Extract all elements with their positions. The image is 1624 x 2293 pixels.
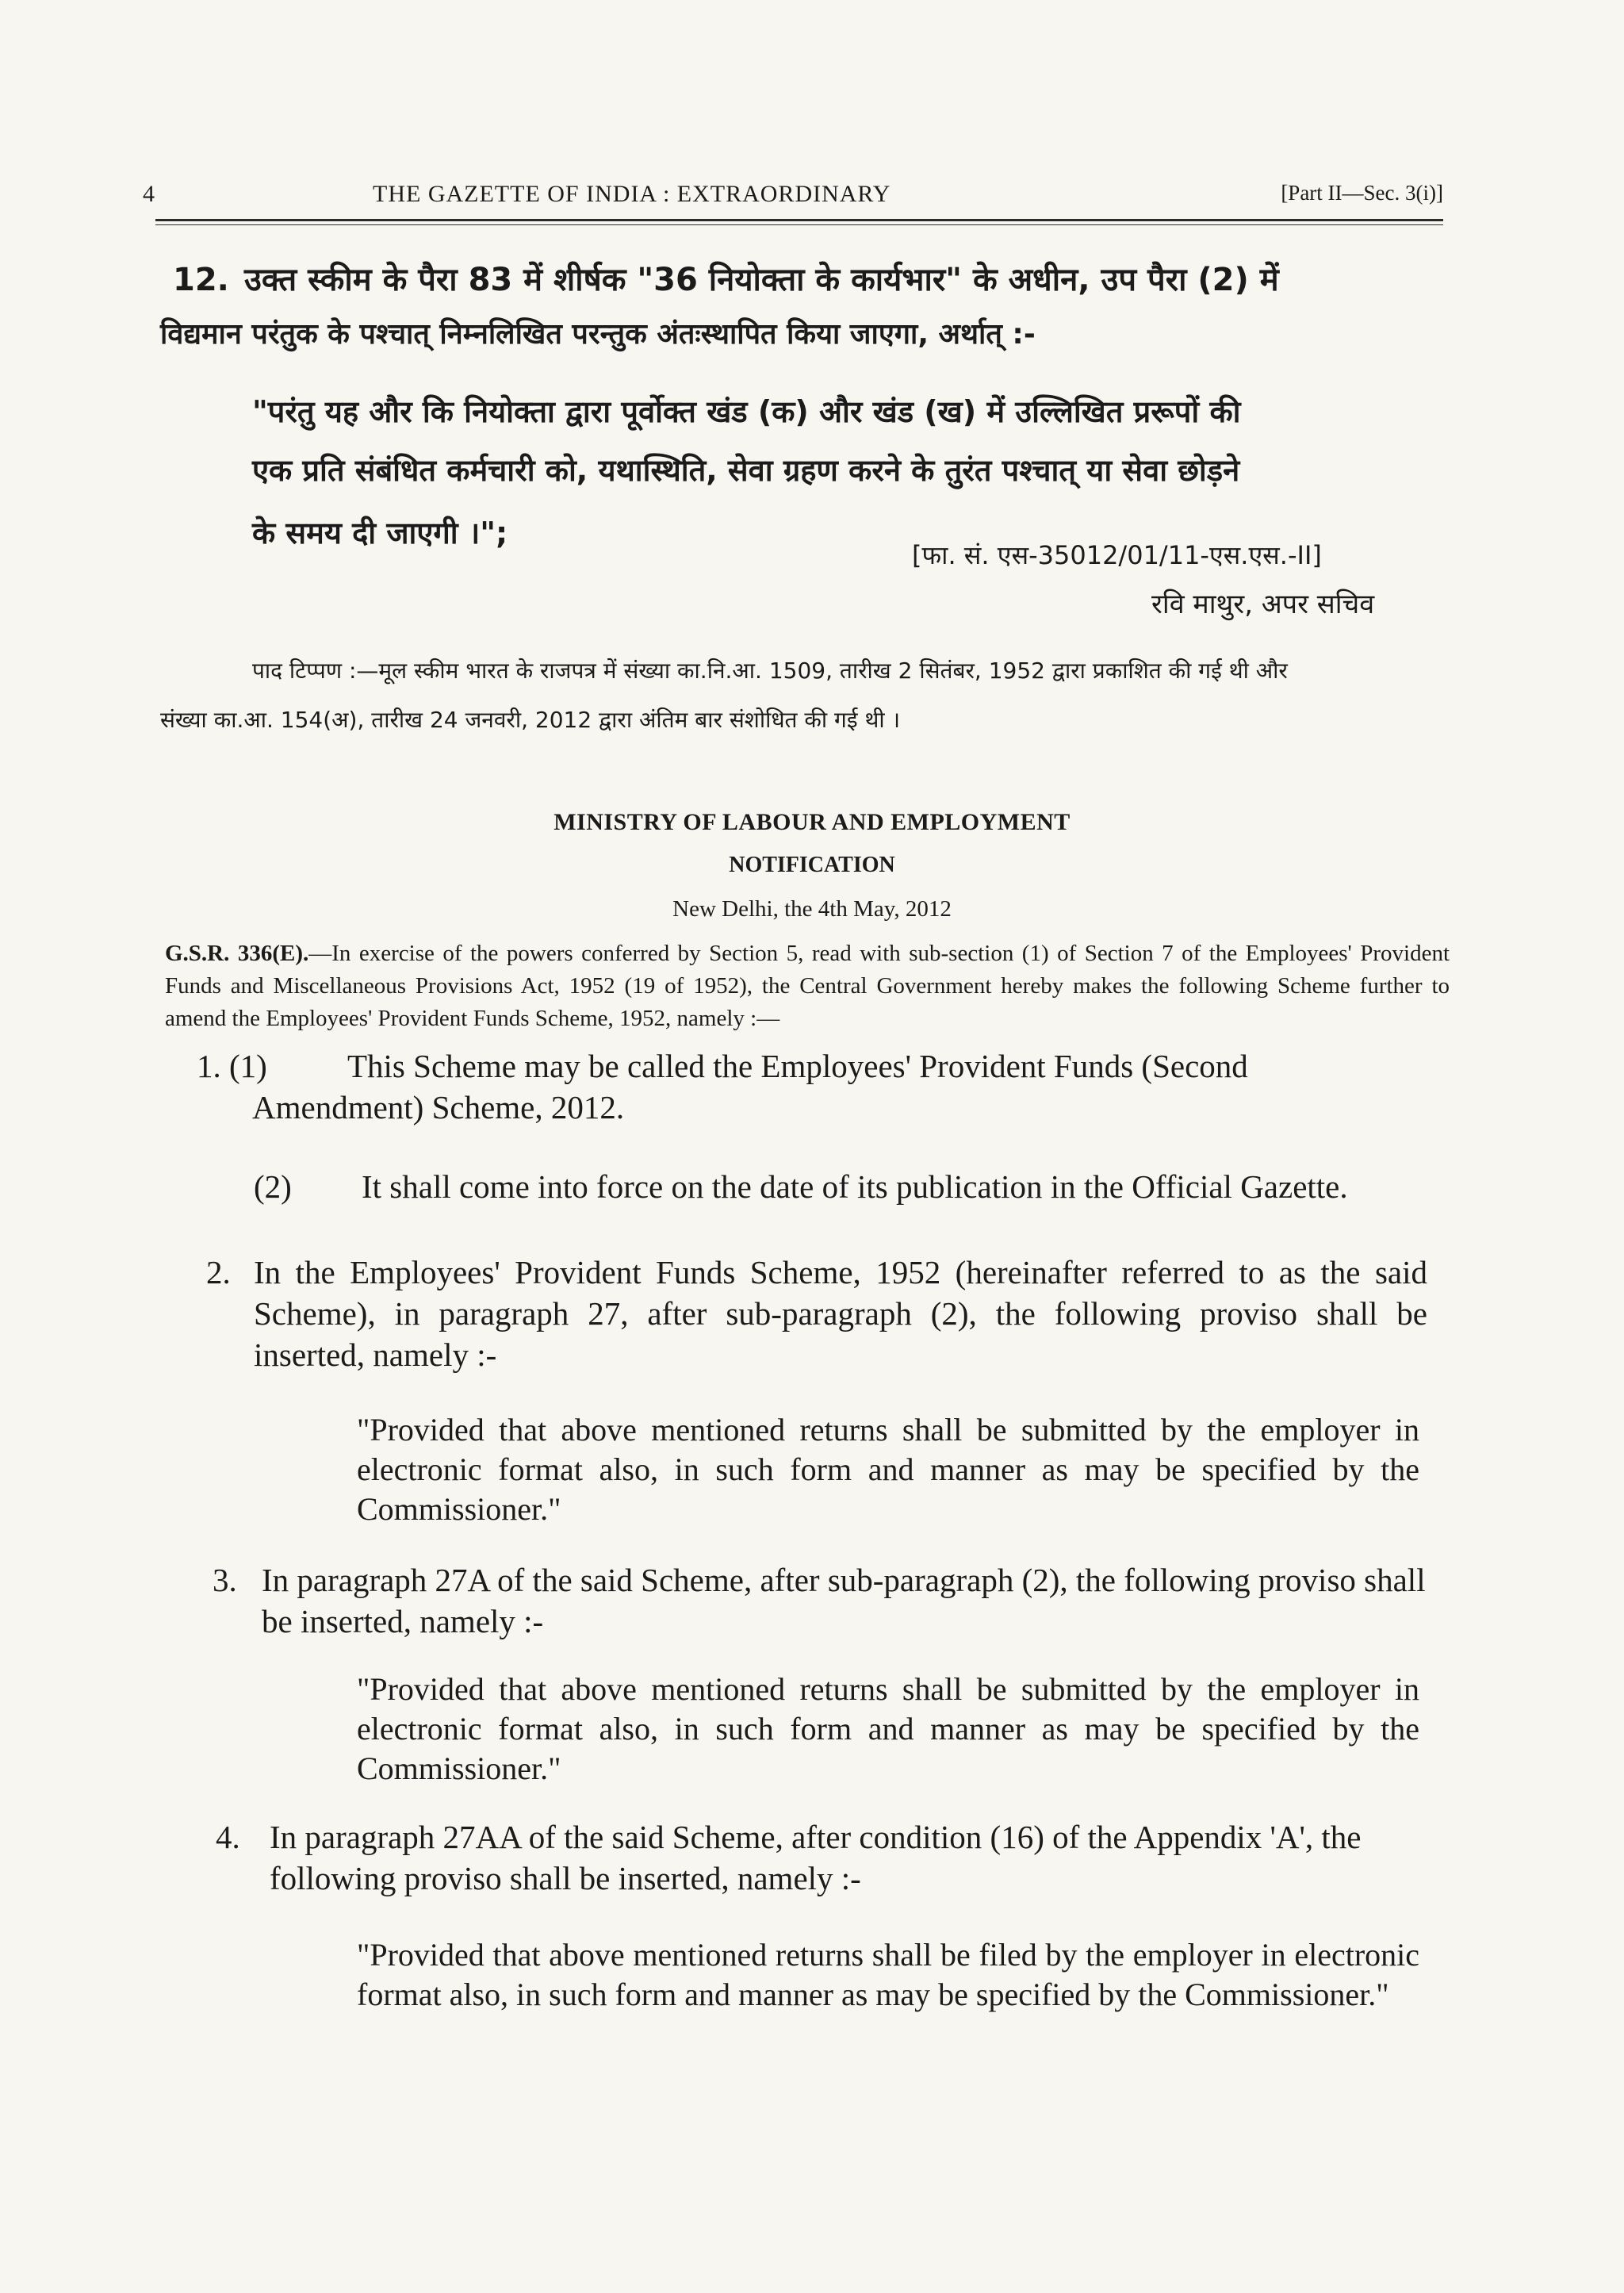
header-rule-thick bbox=[155, 219, 1443, 221]
hindi-signatory: रवि माथुर, अपर सचिव bbox=[1151, 589, 1375, 620]
proviso-quote-3: "Provided that above mentioned returns shall be filed by the employer in electronic format also, in such form and manner as may be specified by the Commissioner." bbox=[357, 1937, 1419, 2012]
clause-3-number: 3. bbox=[213, 1562, 237, 1598]
proviso-quote-1: "Provided that above mentioned returns shall be submitted by the employer in electronic format also, in such form and manner as may be specified by the Commissioner." bbox=[357, 1412, 1419, 1527]
hindi-para-12-line1: उक्त स्कीम के पैरा 83 में शीर्षक "36 नियोक्ता के कार्यभार" के अधीन, उप पैरा (2) में bbox=[244, 262, 1279, 298]
hindi-file-number: [फा. सं. एस-35012/01/11-एस.एस.-II] bbox=[912, 540, 1322, 570]
notification-date: New Delhi, the 4th May, 2012 bbox=[672, 896, 952, 922]
clause-1-2-label: (2) bbox=[254, 1168, 292, 1205]
gsr-preamble bbox=[165, 938, 1450, 1035]
hindi-quote-line3: के समय दी जाएगी ।"; bbox=[252, 516, 508, 550]
clause-1-1-text: This Scheme may be called the Employees' Provident Funds (Second bbox=[347, 1048, 1248, 1084]
notification-heading: NOTIFICATION bbox=[729, 853, 895, 877]
hindi-footnote-line1: पाद टिप्पण :—मूल स्कीम भारत के राजपत्र में संख्या का.नि.आ. 1509, तारीख 2 सितंबर, 1952 द्वारा प्रकाशित की गई थी और bbox=[252, 658, 1288, 684]
clause-1-1-tail: Amendment) Scheme, 2012. bbox=[252, 1089, 625, 1125]
hindi-para-12-line2: विद्यमान परंतुक के पश्चात् निम्नलिखित परन्तुक अंतःस्थापित किया जाएगा, अर्थात् :- bbox=[160, 318, 1036, 351]
clause-3-text: In paragraph 27A of the said Scheme, after sub-paragraph (2), the following proviso shall be inserted, namely :- bbox=[262, 1562, 1426, 1639]
page-number: 4 bbox=[143, 181, 155, 207]
gsr-text: —In exercise of the powers conferred by Section 5, read with sub-section (1) of Section 7 of the Employees' Provident Funds and Miscellaneous Provisions Act, 1952 (19 of 1952), the Central Government hereby makes the following Scheme further to amend the Employees' Provident Funds Scheme, 1952, namely :— bbox=[165, 941, 1450, 1031]
clause-1-2-text: It shall come into force on the date of its publication in the Official Gazette. bbox=[362, 1168, 1348, 1205]
hindi-quote-line2: एक प्रति संबंधित कर्मचारी को, यथास्थिति, सेवा ग्रहण करने के तुरंत पश्चात् या सेवा छोड़ने bbox=[252, 453, 1240, 488]
hindi-para-12 bbox=[173, 256, 1279, 300]
gsr-number: G.S.R. 336(E). bbox=[165, 941, 309, 966]
part-section: [Part II—Sec. 3(i)] bbox=[1281, 181, 1443, 205]
hindi-para-number: 12. bbox=[173, 262, 229, 298]
page-header bbox=[143, 181, 1443, 213]
clause-4-number: 4. bbox=[216, 1819, 240, 1855]
clause-4 bbox=[216, 1816, 1437, 1899]
hindi-footnote-line2: संख्या का.आ. 154(अ), तारीख 24 जनवरी, 2012 द्वारा अंतिम बार संशोधित की गई थी । bbox=[160, 707, 901, 733]
clause-2 bbox=[206, 1252, 1427, 1375]
clause-3 bbox=[213, 1559, 1434, 1642]
gazette-title: THE GAZETTE OF INDIA : EXTRAORDINARY bbox=[373, 181, 891, 207]
clause-1-1 bbox=[197, 1045, 1434, 1128]
hindi-quote-line1: "परंतु यह और कि नियोक्ता द्वारा पूर्वोक्त खंड (क) और खंड (ख) में उल्लिखित प्ररूपों की bbox=[252, 394, 1241, 429]
clause-2-number: 2. bbox=[206, 1254, 231, 1290]
clause-2-text: In the Employees' Provident Funds Scheme, 1952 (hereinafter referred to as the said Scheme), in paragraph 27, after sub-paragraph (2), the following proviso shall be inserted, namely :- bbox=[254, 1254, 1427, 1373]
proviso-quote-2: "Provided that above mentioned returns shall be submitted by the employer in electronic format also, in such form and manner as may be specified by the Commissioner." bbox=[357, 1671, 1419, 1786]
clause-1-2 bbox=[254, 1166, 1443, 1207]
ministry-heading: MINISTRY OF LABOUR AND EMPLOYMENT bbox=[553, 809, 1071, 835]
header-rule-thin bbox=[155, 224, 1443, 225]
clause-1-1-label: 1. (1) bbox=[197, 1048, 267, 1084]
clause-4-text: In paragraph 27AA of the said Scheme, after condition (16) of the Appendix 'A', the following proviso shall be inserted, namely :- bbox=[270, 1819, 1362, 1896]
